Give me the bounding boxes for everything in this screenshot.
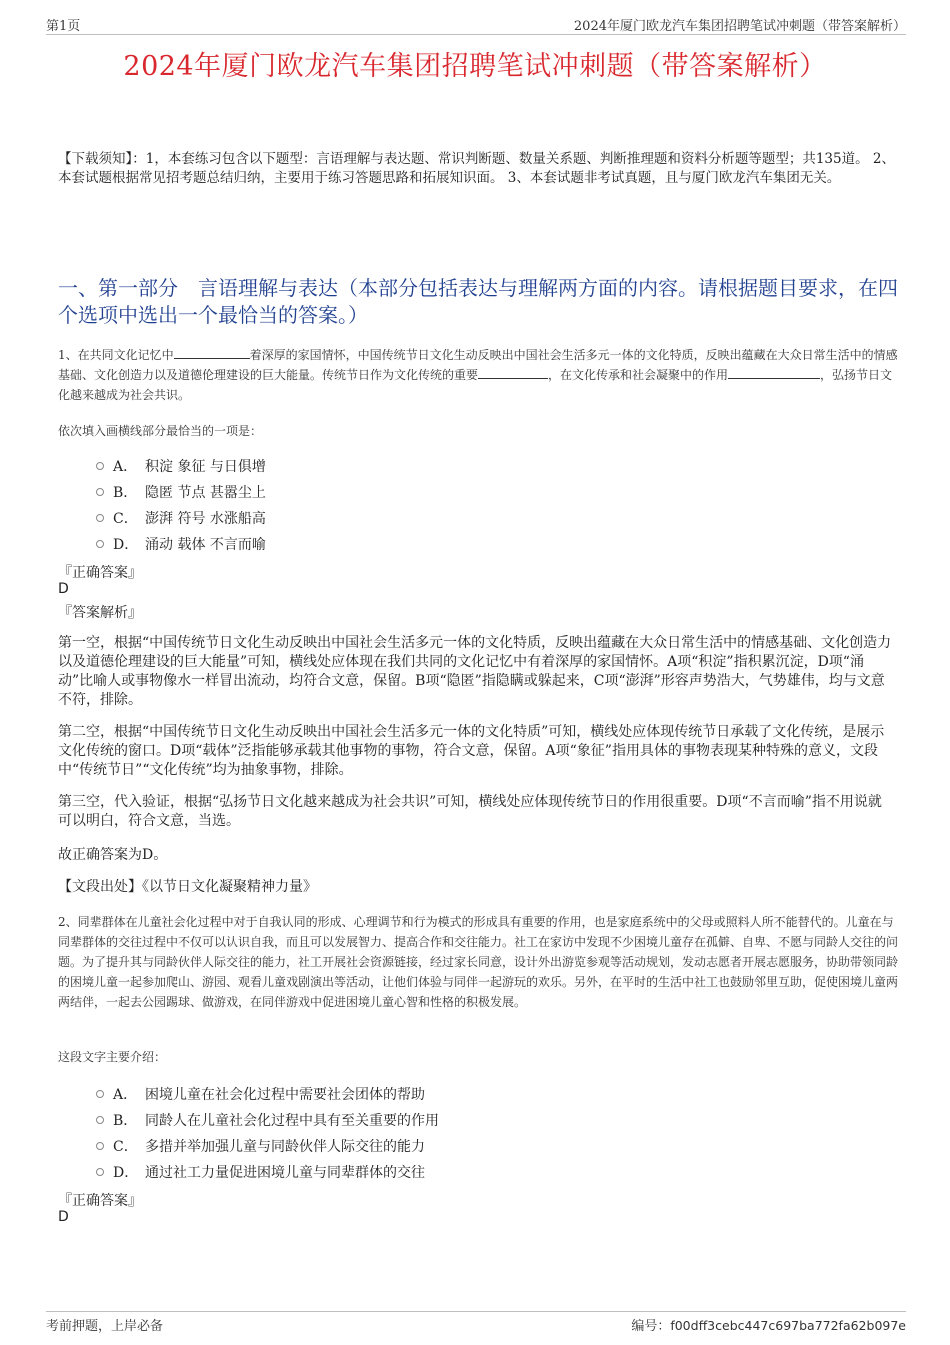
question-2-option-c[interactable]	[96, 1136, 425, 1156]
question-1-option-a[interactable]	[96, 456, 266, 476]
question-2-option-d[interactable]	[96, 1162, 425, 1182]
header-divider	[46, 34, 906, 35]
download-notice: 【下载须知】：1，本套练习包含以下题型：言语理解与表达题、常识判断题、数量关系题、判断推理题和资料分析题等题型；共135道。 2、本套试题根据常见招考题总结归纳，主要用于练习答题思路和拓展知识面。 3、本套试题非考试真题，且与厦门欧龙汽车集团无关。	[58, 151, 895, 186]
radio-circle-icon[interactable]	[96, 1168, 104, 1176]
fill-blank-1	[174, 345, 250, 359]
question-2-text: 2、同辈群体在儿童社会化过程中对于自我认同的形成、心理调节和行为模式的形成具有重要的作用，也是家庭系统中的父母或照料人所不能替代的。儿童在与同辈群体的交往过程中不仅可以认识自我，而且可以发展智力、提高合作和交往能力。社工在家访中发现不少困境儿童存在孤僻、自卑、不愿与同龄人交往的问题。为了提升其与同龄伙伴人际交往的能力，社工开展社会资源链接，经过家长同意，设计外出游览参观等活动规划，发动志愿者开展志愿服务，协助带领同龄的困境儿童一起参加爬山、游园、观看儿童戏剧演出等活动，让他们体验与同伴一起游玩的欢乐。另外，在平时的生活中社工也鼓励邻里互助，促使困境儿童两两结伴，一起去公园踢球、做游戏，在同伴游戏中促进困境儿童心智和性格的积极发展。	[58, 915, 899, 1009]
header-doc-title: 2024年厦门欧龙汽车集团招聘笔试冲刺题（带答案解析）	[573, 19, 906, 34]
question-2-option-a[interactable]	[96, 1084, 425, 1104]
fill-blank-3	[728, 365, 820, 379]
radio-circle-icon[interactable]	[96, 1116, 104, 1124]
option-letter: C．	[113, 1139, 138, 1155]
option-letter: B．	[113, 1113, 138, 1129]
question-1-source: 【文段出处】《以节日文化凝聚精神力量》	[58, 879, 317, 895]
radio-circle-icon[interactable]	[96, 488, 104, 496]
question-1-text	[58, 345, 898, 405]
analysis-paragraph-3: 第三空，代入验证，根据“弘扬节日文化越来越成为社会共识”可知，横线处应体现传统节日的作用很重要。D项“不言而喻”指不用说就可以明白，符合文意，当选。	[58, 794, 882, 829]
footer-doc-code	[631, 1315, 906, 1334]
option-text: 困境儿童在社会化过程中需要社会团体的帮助	[145, 1087, 425, 1103]
question-1-part-2: 着深厚的家国情怀，中国传统节日文化生动反映出中国社会生活多元一体的文化特质，反映出蕴藏在大众日常生活中的情感基础、文化创造力以及道德伦理建设的巨大能量。传统节日作为文化传统的重要	[58, 348, 898, 382]
footer-divider	[46, 1311, 906, 1312]
section-title: 一、第一部分 言语理解与表达（本部分包括表达与理解两方面的内容。请根据题目要求，在四个选项中选出一个最恰当的答案。）	[58, 276, 898, 327]
option-letter: C．	[113, 511, 138, 527]
option-letter: D．	[113, 537, 139, 553]
option-letter: A．	[113, 459, 138, 475]
question-2-answer-label: 『正确答案』	[58, 1193, 142, 1209]
question-1-part-4: ，弘扬节日文化越来越成为社会共识。	[58, 368, 893, 402]
question-2-prompt: 这段文字主要介绍：	[58, 1050, 167, 1064]
option-text: 积淀 象征 与日俱增	[145, 459, 266, 475]
option-letter: A．	[113, 1087, 138, 1103]
question-1-answer-label: 『正确答案』	[58, 565, 142, 581]
question-2-answer: D	[58, 1209, 69, 1225]
question-1-analysis-label: 『答案解析』	[58, 605, 142, 621]
option-letter: B．	[113, 485, 138, 501]
question-2-option-b[interactable]	[96, 1110, 439, 1130]
analysis-paragraph-1: 第一空，根据“中国传统节日文化生动反映出中国社会生活多元一体的文化特质，反映出蕴藏在大众日常生活中的情感基础、文化创造力以及道德伦理建设的巨大能量”可知，横线处应体现在我们共同的文化记忆中有着深厚的家国情怀。A项“积淀”指积累沉淀，D项“涌动”比喻人或事物像水一样冒出流动，均符合文意，保留。B项“隐匿”指隐瞒或躲起来，C项“澎湃”形容声势浩大，气势雄伟，均与文意不符，排除。	[58, 635, 892, 708]
question-1-part-1: 1、在共同文化记忆中	[58, 348, 174, 362]
option-text: 涌动 载体 不言而喻	[145, 537, 266, 553]
question-1-answer: D	[58, 581, 69, 597]
option-text: 澎湃 符号 水涨船高	[145, 511, 266, 527]
option-text: 隐匿 节点 甚嚣尘上	[145, 485, 266, 501]
radio-circle-icon[interactable]	[96, 462, 104, 470]
page-number: 第1页	[46, 19, 81, 34]
fill-blank-2	[478, 365, 548, 379]
option-text: 同龄人在儿童社会化过程中具有至关重要的作用	[145, 1113, 439, 1129]
page-title: 2024年厦门欧龙汽车集团招聘笔试冲刺题（带答案解析）	[123, 51, 827, 82]
footer-code-label: 编号：	[631, 1319, 671, 1334]
analysis-conclusion: 故正确答案为D。	[58, 847, 168, 863]
question-1-part-3: ，在文化传承和社会凝聚中的作用	[548, 368, 729, 382]
analysis-paragraph-2: 第二空，根据“中国传统节日文化生动反映出中国社会生活多元一体的文化特质”可知，横线处应体现传统节日承载了文化传统，是展示文化传统的窗口。D项“载体”泛指能够承载其他事物的事物，符合文意，保留。A项“象征”指用具体的事物表现某种特殊的意义，文段中“传统节日”“文化传统”均为抽象事物，排除。	[58, 724, 885, 778]
radio-circle-icon[interactable]	[96, 1142, 104, 1150]
radio-circle-icon[interactable]	[96, 540, 104, 548]
option-letter: D．	[113, 1165, 139, 1181]
footer-slogan: 考前押题，上岸必备	[46, 1319, 164, 1334]
question-1-option-c[interactable]	[96, 508, 266, 528]
footer-code-value: f00dff3cebc447c697ba772fa62b097e	[670, 1318, 906, 1333]
option-text: 通过社工力量促进困境儿童与同辈群体的交往	[145, 1165, 425, 1181]
question-1-prompt: 依次填入画横线部分最恰当的一项是：	[58, 424, 263, 438]
option-text: 多措并举加强儿童与同龄伙伴人际交往的能力	[145, 1139, 425, 1155]
radio-circle-icon[interactable]	[96, 1090, 104, 1098]
question-1-option-b[interactable]	[96, 482, 266, 502]
radio-circle-icon[interactable]	[96, 514, 104, 522]
question-1-option-d[interactable]	[96, 534, 266, 554]
